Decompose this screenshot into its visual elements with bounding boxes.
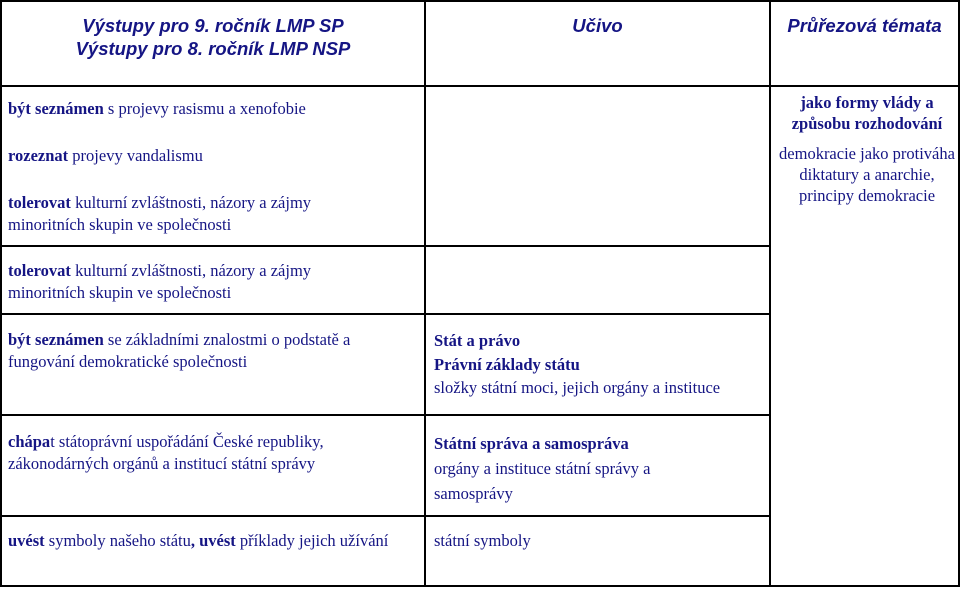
column-divider-1 [424,0,426,587]
header-divider [0,85,960,87]
row-divider-4 [0,515,771,517]
outcome-keyword: být seznámen [8,99,104,118]
outcome-keyword: být seznámen [8,330,104,349]
outcome-vandalism [8,145,418,167]
content-heading: Stát a právo [434,331,521,350]
header-outcomes-line2: Výstupy pro 8. ročník LMP NSP [75,38,351,59]
topic-heading: jako formy vlády a způsobu rozhodování [791,93,943,133]
content-text: orgány a instituce státní správy a samosprávy [434,459,651,503]
outcome-text: kulturní zvláštnosti, názory a zájmy minoritních skupin ve společnosti [8,261,312,302]
outcome-keyword: tolerovat [8,193,71,212]
content-state-administration [434,431,724,506]
content-text: státní symboly [434,531,531,550]
outcome-keyword: chápa [8,432,51,451]
table-border-left [0,0,2,587]
topic-text: demokracie jako protiváha diktatury a anarchie, principy demokracie [779,144,955,205]
table-border-top [0,0,960,2]
outcome-tolerance [8,192,378,236]
outcome-state-structure [8,431,418,475]
content-state-and-law [434,329,764,400]
outcome-text: t státoprávní uspořádání České republiky, zákonodárných orgánů a institucí státní správy [8,432,324,473]
outcome-state-symbols [8,530,398,552]
outcome-tolerance-2 [8,260,378,304]
content-text: složky státní moci, jejich orgány a instituce [434,378,721,397]
outcome-democratic-society [8,329,418,373]
header-outcomes-line1: Výstupy pro 9. ročník LMP SP [82,15,344,36]
content-heading: Státní správa a samospráva [434,434,629,453]
outcome-racism [8,98,418,120]
content-state-symbols [434,530,734,552]
content-subheading: Právní základy státu [434,354,580,374]
table-border-bottom [0,585,960,587]
header-crosscutting: Průřezová témata [787,15,942,36]
row-divider-3 [0,414,771,416]
outcome-keyword: , uvést [190,531,236,550]
outcome-text: se základními znalostmi o podstatě a fungování demokratické společnosti [8,330,351,371]
outcome-text: projevy vandalismu [68,146,203,165]
header-content: Učivo [572,15,623,36]
column-divider-2 [769,0,771,587]
outcome-text: symboly našeho státu [44,531,191,550]
outcome-text: kulturní zvláštnosti, názory a zájmy minoritních skupin ve společnosti [8,193,312,234]
outcome-keyword: tolerovat [8,261,71,280]
outcome-text: s projevy rasismu a xenofobie [103,99,306,118]
outcome-text: příklady jejich užívání [235,531,389,550]
header-outcomes [2,14,424,60]
outcome-keyword: rozeznat [8,146,69,165]
row-divider-2 [0,313,771,315]
topic-democracy [779,92,955,206]
outcome-keyword: uvést [8,531,45,550]
row-divider-1 [0,245,771,247]
